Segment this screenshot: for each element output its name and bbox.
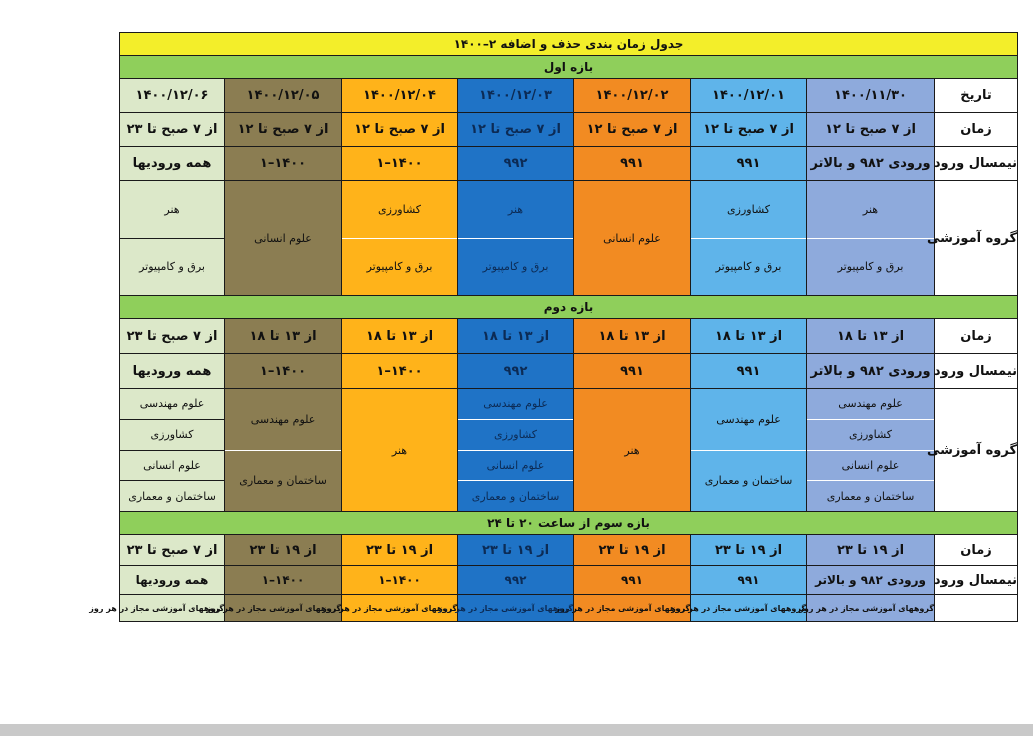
group-item: علوم انسانی: [807, 450, 934, 481]
p1-entry: ۱۴۰۰–۱: [225, 147, 342, 181]
p1-groups: [342, 181, 458, 296]
p1-date: ۱۴۰۰/۱۲/۰۳: [458, 79, 574, 113]
group-item: علوم مهندسی: [716, 412, 781, 426]
p1-groups: [458, 181, 574, 296]
group-label: گروه آموزشی: [935, 181, 1018, 296]
group-item: ساختمان و معماری: [120, 480, 224, 511]
p3-time: از ۷ صبح تا ۲۳: [120, 535, 225, 566]
group-label: گروه آموزشی: [935, 389, 1018, 512]
p2-time: از ۱۳ تا ۱۸: [807, 319, 935, 354]
schedule-table: [89, 32, 1018, 622]
p2-time: از ۱۳ تا ۱۸: [225, 319, 342, 354]
p3-note: گروههای آموزشی مجاز در هر روز: [691, 595, 807, 622]
p2-time: از ۱۳ تا ۱۸: [574, 319, 691, 354]
p1-date: ۱۴۰۰/۱۱/۳۰: [807, 79, 935, 113]
p3-note: گروههای آموزشی مجاز در هر روز: [574, 595, 691, 622]
p2-groups: [691, 389, 807, 512]
group-item: ساختمان و معماری: [691, 450, 806, 512]
entry-label: نیمسال ورود: [935, 354, 1018, 389]
p2-entry: ۱۴۰۰–۱: [225, 354, 342, 389]
p1-time: از ۷ صبح تا ۱۲: [574, 113, 691, 147]
group-item: علوم مهندسی: [838, 397, 903, 411]
p3-note: گروههای آموزشی مجاز در هر روز: [342, 595, 458, 622]
p3-note: گروههای آموزشی مجاز در هر روز: [807, 595, 935, 622]
p2-groups: [120, 389, 225, 512]
p2-time: از ۱۳ تا ۱۸: [691, 319, 807, 354]
period1-heading: بازه اول: [120, 56, 1018, 79]
group-item: کشاورزی: [378, 202, 421, 216]
p2-groups: [225, 389, 342, 512]
p2-time: از ۷ صبح تا ۲۳: [120, 319, 225, 354]
group-item: هنر: [391, 443, 408, 457]
p2-groups: [574, 389, 691, 512]
group-item: کشاورزی: [807, 419, 934, 450]
p1-entry: ۹۹۱: [574, 147, 691, 181]
p1-entry: ۹۹۲: [458, 147, 574, 181]
p1-groups: [691, 181, 807, 296]
time-label: زمان: [935, 113, 1018, 147]
p3-entry: ورودی ۹۸۲ و بالاتر: [807, 566, 935, 595]
p3-entry: ۹۹۱: [574, 566, 691, 595]
group-item: برق و کامپیوتر: [120, 238, 224, 296]
p1-entry: ۹۹۱: [691, 147, 807, 181]
p1-date: ۱۴۰۰/۱۲/۰۴: [342, 79, 458, 113]
p3-time: از ۱۹ تا ۲۳: [342, 535, 458, 566]
p3-entry: ۱۴۰۰–۱: [225, 566, 342, 595]
group-item: برق و کامپیوتر: [691, 238, 806, 296]
p1-date: ۱۴۰۰/۱۲/۰۵: [225, 79, 342, 113]
group-item: علوم انسانی: [603, 231, 661, 245]
group-item: برق و کامپیوتر: [458, 238, 573, 296]
p2-entry: همه ورودیها: [120, 354, 225, 389]
p2-groups: [458, 389, 574, 512]
group-item: علوم مهندسی: [250, 412, 316, 426]
p3-entry: ۹۹۲: [458, 566, 574, 595]
period3-heading: بازه سوم از ساعت ۲۰ تا ۲۴: [120, 512, 1018, 535]
group-item: کشاورزی: [120, 419, 224, 450]
p1-date: ۱۴۰۰/۱۲/۰۱: [691, 79, 807, 113]
group-item: علوم انسانی: [120, 450, 224, 481]
p1-date: ۱۴۰۰/۱۲/۰۲: [574, 79, 691, 113]
p3-time: از ۱۹ تا ۲۳: [691, 535, 807, 566]
group-item: ساختمان و معماری: [225, 450, 341, 512]
p3-entry: ۹۹۱: [691, 566, 807, 595]
p1-date: ۱۴۰۰/۱۲/۰۶: [120, 79, 225, 113]
p3-note: گروههای آموزشی مجاز در هر روز: [120, 595, 225, 622]
p2-entry: ۹۹۱: [691, 354, 807, 389]
p1-time: از ۷ صبح تا ۱۲: [458, 113, 574, 147]
group-item: علوم انسانی: [458, 450, 573, 481]
p3-note: گروههای آموزشی مجاز در هر روز: [458, 595, 574, 622]
p1-time: از ۷ صبح تا ۲۳: [120, 113, 225, 147]
p1-groups: [225, 181, 342, 296]
p2-groups: [342, 389, 458, 512]
group-item: علوم مهندسی: [483, 397, 548, 411]
p2-time: از ۱۳ تا ۱۸: [342, 319, 458, 354]
entry-label: نیمسال ورود: [935, 147, 1018, 181]
group-item: هنر: [507, 202, 524, 216]
empty-label: [935, 595, 1018, 622]
p3-note: گروههای آموزشی مجاز در هر روز: [225, 595, 342, 622]
group-item: علوم انسانی: [254, 231, 312, 245]
bottom-bar: [0, 724, 1033, 736]
p3-time: از ۱۹ تا ۲۳: [574, 535, 691, 566]
time-label: زمان: [935, 319, 1018, 354]
period2-heading: بازه دوم: [120, 296, 1018, 319]
group-item: هنر: [164, 202, 180, 216]
p1-groups: [807, 181, 935, 296]
group-item: برق و کامپیوتر: [807, 238, 934, 296]
p1-groups: [120, 181, 225, 296]
group-item: ساختمان و معماری: [458, 480, 573, 511]
p3-time: از ۱۹ تا ۲۳: [458, 535, 574, 566]
group-item: علوم مهندسی: [139, 397, 205, 411]
p1-entry: ورودی ۹۸۲ و بالاتر: [807, 147, 935, 181]
p2-entry: ۱۴۰۰–۱: [342, 354, 458, 389]
p2-entry: ۹۹۲: [458, 354, 574, 389]
p1-entry: همه ورودیها: [120, 147, 225, 181]
p3-entry: ۱۴۰۰–۱: [342, 566, 458, 595]
p2-entry: ورودی ۹۸۲ و بالاتر: [807, 354, 935, 389]
group-item: هنر: [862, 202, 879, 216]
p2-groups: [807, 389, 935, 512]
p1-time: از ۷ صبح تا ۱۲: [691, 113, 807, 147]
p1-time: از ۷ صبح تا ۱۲: [342, 113, 458, 147]
p3-time: از ۱۹ تا ۲۳: [807, 535, 935, 566]
p3-entry: همه ورودیها: [120, 566, 225, 595]
group-item: ساختمان و معماری: [807, 480, 934, 511]
p1-entry: ۱۴۰۰–۱: [342, 147, 458, 181]
p2-entry: ۹۹۱: [574, 354, 691, 389]
p1-time: از ۷ صبح تا ۱۲: [807, 113, 935, 147]
group-item: کشاورزی: [458, 419, 573, 450]
p1-groups: [574, 181, 691, 296]
group-item: کشاورزی: [727, 202, 770, 216]
page-title: جدول زمان بندی حذف و اضافه ۲–۱۴۰۰: [120, 33, 1018, 56]
group-item: برق و کامپیوتر: [342, 238, 457, 296]
p2-time: از ۱۳ تا ۱۸: [458, 319, 574, 354]
date-label: تاریخ: [935, 79, 1018, 113]
p3-time: از ۱۹ تا ۲۳: [225, 535, 342, 566]
time-label: زمان: [935, 535, 1018, 566]
p1-time: از ۷ صبح تا ۱۲: [225, 113, 342, 147]
group-item: هنر: [624, 443, 640, 457]
entry-label: نیمسال ورود: [935, 566, 1018, 595]
